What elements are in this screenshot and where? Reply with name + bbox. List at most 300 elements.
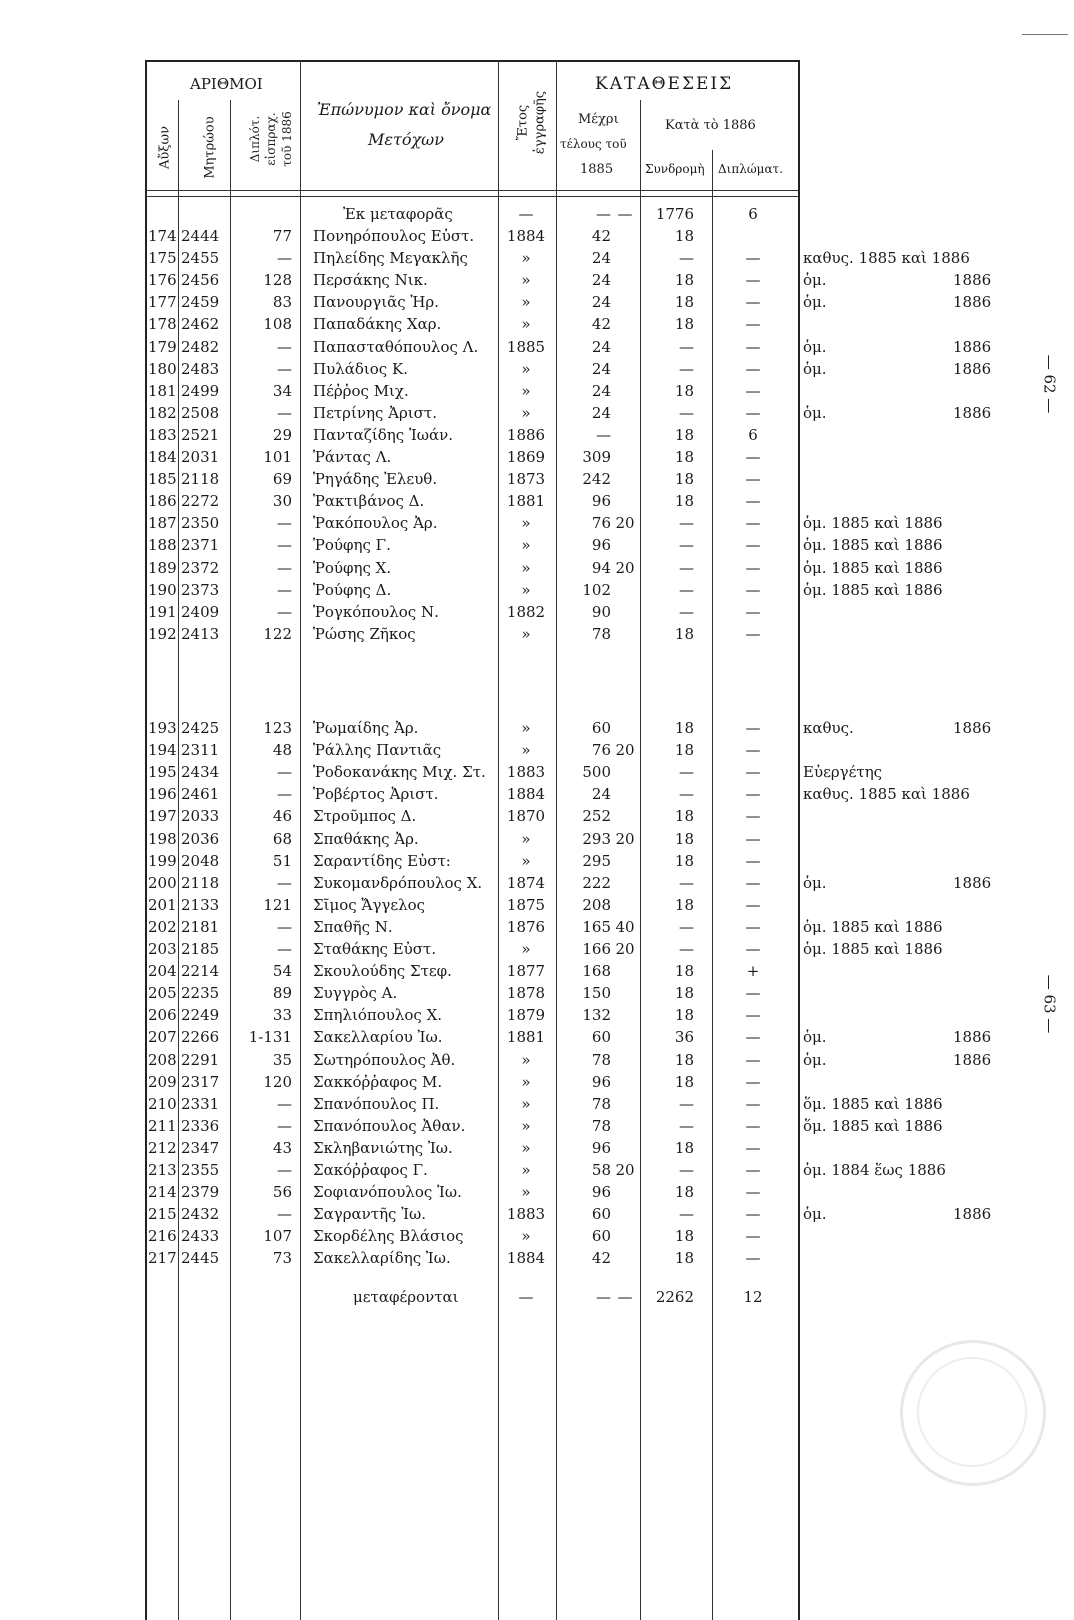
remark: ὁμ. [803,1205,827,1224]
registry-number: 2445 [181,1249,220,1268]
registration-year: 1883 [506,763,546,782]
diploma-receipt: 33 [272,1006,292,1025]
registration-year: » [521,1138,531,1157]
registration-year: » [521,381,531,400]
deposit-1885: 96 [591,1138,611,1157]
registry-number: 2311 [181,741,220,760]
header-name-2: Μετόχων [368,130,444,149]
shareholder-name: Σωτηρόπουλος Ἀθ. [313,1050,456,1069]
diplomas-1886: — [745,1006,761,1025]
deposit-1885: 76 [591,741,611,760]
row-number: 178 [148,315,177,334]
shareholder-name: Ῥογκόπουλος Ν. [313,602,439,621]
row-number: 198 [148,829,177,848]
diplomas-1886: 6 [748,425,758,444]
diplomas-1886: — [745,785,761,804]
row-number: 214 [148,1183,177,1202]
table-row [148,248,1008,270]
shareholder-name: Πηλείδης Μεγακλῆς [313,249,468,268]
diplomas-1886: — [745,829,761,848]
deposit-1885-fraction: 20 [615,741,635,760]
page-number-63: — 63 — [1040,974,1059,1034]
diploma-receipt: 128 [263,271,292,290]
shareholder-name: Πετρίνης Ἀριστ. [313,403,437,422]
deposit-1885: 293 [582,829,611,848]
remark-year: 1886 [953,873,992,892]
shareholder-name: Σκορδέλης Βλάσιος [313,1227,464,1246]
deposit-1885: 42 [591,1249,611,1268]
deposit-1885: 24 [591,249,611,268]
remark: ὁμ. 1885 καὶ 1886 [803,514,943,533]
row-number: 195 [148,763,177,782]
diplomas-1886: — [745,403,761,422]
table-row [148,292,1008,314]
remark: καθυς. 1885 καὶ 1886 [803,785,970,804]
corner-rule [1022,34,1068,35]
table-row [148,469,1008,491]
registration-year: » [521,293,531,312]
deposit-1885-fraction: 20 [615,829,635,848]
header-mitroou: Μητρώου [202,116,218,179]
registry-number: 2185 [181,940,220,958]
registration-year: » [521,624,531,643]
diplomas-1886: — [745,315,761,334]
table-row [148,1027,1008,1049]
deposit-1885: 60 [591,1028,611,1047]
shareholder-name: Ῥηγάδης Ἐλευθ. [313,470,438,489]
table-row [148,873,1008,895]
row-number: 202 [148,917,177,936]
table-row [148,491,1008,513]
diploma-receipt: — [277,873,292,892]
deposit-1885: 165 [582,917,611,936]
subscription-1886: 18 [674,271,694,290]
registry-number: 2459 [181,293,220,312]
registry-number: 2483 [181,359,220,378]
table-row [148,895,1008,917]
row-number: 207 [148,1028,177,1047]
registry-number: 2181 [181,917,220,936]
deposit-1885: 252 [582,807,611,826]
diplomas-1886: — [745,448,761,466]
deposit-1885-fraction: 20 [615,1161,635,1179]
registry-number: 2118 [181,873,220,892]
shareholder-name: Σπανόπουλος Π. [313,1094,440,1113]
deposit-1885: 78 [591,1116,611,1135]
subscription-1886: — [679,536,694,555]
diploma-receipt: — [277,580,292,599]
registry-number: 2331 [181,1094,220,1113]
remark: ὁμ. 1885 καὶ 1886 [803,558,943,577]
remark-year: 1886 [953,1050,992,1069]
row-number: 181 [148,381,177,400]
diploma-receipt: 34 [272,381,292,400]
deposit-1885: 96 [591,492,611,511]
library-stamp-icon [900,1340,1046,1486]
subscription-1886: 18 [674,293,694,312]
registry-number: 2456 [181,271,220,290]
deposit-1885: 242 [582,470,611,489]
table-row [148,314,1008,336]
table-row [148,961,1008,983]
row-number: 177 [148,293,177,312]
carry-out-dipl: 12 [743,1288,763,1306]
diplomas-1886: — [745,1072,761,1091]
shareholder-name: Παπασταθόπουλος Λ. [313,337,479,356]
row-number: 176 [148,271,177,290]
deposit-1885: 96 [591,536,611,555]
diplomas-1886: — [745,536,761,555]
diplomas-1886: — [745,807,761,826]
table-row [148,1160,1008,1182]
table-row [148,403,1008,425]
deposit-1885: 309 [582,448,611,466]
row-number: 182 [148,403,177,422]
row-number: 203 [148,940,177,958]
subscription-1886: — [679,602,694,621]
diplomas-1886: — [745,1161,761,1179]
diplomas-1886: — [745,763,761,782]
remark: ὁμ. [803,1028,827,1047]
diplomas-1886: — [745,558,761,577]
registry-number: 2373 [181,580,220,599]
table-row [148,535,1008,557]
diploma-receipt: 46 [272,807,292,826]
table-row [148,762,1008,784]
subscription-1886: 18 [674,1050,694,1069]
subscription-1886: — [679,359,694,378]
header-diplot-3: τοῦ 1886 [280,111,294,167]
subscription-1886: — [679,1205,694,1224]
shareholder-name: Παπαδάκης Χαρ. [313,315,442,334]
diploma-receipt: 108 [263,315,292,334]
shareholder-name: Σπαθάκης Ἀρ. [313,829,419,848]
subscription-1886: — [679,917,694,936]
row-number: 184 [148,448,177,466]
registration-year: » [521,741,531,760]
shareholder-name: Ῥωμαίδης Ἀρ. [313,719,419,737]
diploma-receipt: 30 [272,492,292,511]
shareholder-name: Στροῦμπος Δ. [313,807,417,826]
row-number: 213 [148,1161,177,1179]
shareholder-name: Ῥοβέρτος Ἀριστ. [313,785,439,804]
registration-year: » [521,580,531,599]
carry-in-syn: 1776 [655,205,694,223]
shareholder-name: Σακελλαρίου Ἰω. [313,1028,443,1047]
registry-number: 2482 [181,337,220,356]
deposit-1885: 150 [582,984,611,1003]
registration-year: 1873 [506,470,546,489]
subscription-1886: — [679,873,694,892]
shareholder-name: Σκουλούδης Στεφ. [313,962,452,981]
registration-year: » [521,1227,531,1246]
registry-number: 2409 [181,602,220,621]
diplomas-1886: — [745,895,761,914]
row-number: 188 [148,536,177,555]
registration-year: 1885 [506,337,546,356]
registry-number: 2462 [181,315,220,334]
remark: ὁμ. 1885 καὶ 1886 [803,917,943,936]
shareholder-name: Περσάκης Νικ. [313,271,428,290]
remark: Εὐεργέτης [803,763,883,782]
subscription-1886: — [679,1161,694,1179]
registry-number: 2455 [181,249,220,268]
subscription-1886: 18 [674,448,694,466]
registry-number: 2214 [181,962,220,981]
registry-number: 2379 [181,1183,220,1202]
header-katatheseis: ΚΑΤΑΘΕΣΕΙΣ [595,74,734,94]
subscription-1886: 18 [674,851,694,870]
diplomas-1886: — [745,741,761,760]
row-number: 186 [148,492,177,511]
table-row [148,337,1008,359]
diploma-receipt: 1-131 [248,1028,292,1047]
row-number: 185 [148,470,177,489]
remark: ὁμ. [803,403,827,422]
diplomas-1886: — [745,984,761,1003]
subscription-1886: — [679,514,694,533]
registration-year: » [521,1050,531,1069]
diploma-receipt: — [277,514,292,533]
shareholder-name: Συγγρὸς Α. [313,984,398,1003]
header-name-1: Ἐπώνυμον καὶ ὄνομα [317,100,492,119]
table-row [148,359,1008,381]
registry-number: 2413 [181,624,220,643]
diplomas-1886: — [745,1028,761,1047]
diplomas-1886: — [745,293,761,312]
diplomas-1886: — [745,1227,761,1246]
deposit-1885: 42 [591,315,611,334]
row-number: 187 [148,514,177,533]
carry-in-dipl: 6 [748,205,758,223]
registry-number: 2372 [181,558,220,577]
diploma-receipt: 101 [263,448,292,466]
header-syndromi: Συνδρομὴ [645,162,705,176]
subscription-1886: — [679,940,694,958]
deposit-1885: 222 [582,873,611,892]
row-number: 193 [148,719,177,737]
shareholder-name: Πανταζίδης Ἰωάν. [313,425,454,444]
remark: ὁμ. [803,359,827,378]
registry-number: 2461 [181,785,220,804]
deposit-1885: 60 [591,1227,611,1246]
subscription-1886: — [679,558,694,577]
table-row [148,1005,1008,1027]
registry-number: 2336 [181,1116,220,1135]
row-number: 179 [148,337,177,356]
remark: ὁμ. [803,293,827,312]
remark: ὁμ. 1885 καὶ 1886 [803,940,943,958]
registration-year: » [521,1116,531,1135]
registration-year: » [521,249,531,268]
diplomas-1886: — [745,1050,761,1069]
registration-year: 1877 [506,962,546,981]
diploma-receipt: — [277,403,292,422]
diploma-receipt: — [277,917,292,936]
diplomas-1886: — [745,1205,761,1224]
registry-number: 2291 [181,1050,220,1069]
diploma-receipt: 43 [272,1138,292,1157]
deposit-1885: 102 [582,580,611,599]
table-row [148,270,1008,292]
deposit-1885: 42 [591,227,611,245]
shareholder-name: Πέῤῥος Μιχ. [313,381,409,400]
diploma-receipt: — [277,763,292,782]
registry-number: 2434 [181,763,220,782]
diploma-receipt: 89 [272,984,292,1003]
table-row [148,513,1008,535]
diplomas-1886: — [745,1138,761,1157]
registration-year: 1884 [506,785,546,804]
subscription-1886: 18 [674,227,694,245]
header-etos-2: ἐγγραφῆς [532,90,548,155]
subscription-1886: 18 [674,1249,694,1268]
header-mexri-1: Μέχρι [578,112,619,127]
registry-number: 2355 [181,1161,220,1179]
registry-number: 2521 [181,425,220,444]
registration-year: 1882 [506,602,546,621]
row-number: 175 [148,249,177,268]
registration-year: » [521,1094,531,1113]
table-row [148,851,1008,873]
table-row [148,718,1008,740]
table-row [148,381,1008,403]
registry-number: 2036 [181,829,220,848]
registry-number: 2266 [181,1028,220,1047]
carry-out-dep2: — [617,1288,633,1306]
registration-year: » [521,514,531,533]
diplomas-1886: — [745,719,761,737]
subscription-1886: 18 [674,807,694,826]
table-row [148,1072,1008,1094]
deposit-1885: 132 [582,1006,611,1025]
diplomas-1886: — [745,1094,761,1113]
diplomas-1886: — [745,873,761,892]
row-number: 205 [148,984,177,1003]
subscription-1886: 18 [674,719,694,737]
deposit-1885: 78 [591,1094,611,1113]
shareholder-name: Σαραντίδης Εὐστ: [313,851,451,870]
table-row [148,226,1008,248]
row-number: 192 [148,624,177,643]
shareholder-name: Ῥάντας Λ. [313,448,392,466]
row-number: 190 [148,580,177,599]
registration-year: 1884 [506,1249,546,1268]
diploma-receipt: 121 [263,895,292,914]
row-number: 183 [148,425,177,444]
shareholder-name: Πυλάδιος Κ. [313,359,408,378]
subscription-1886: 18 [674,1072,694,1091]
registry-number: 2350 [181,514,220,533]
row-number: 196 [148,785,177,804]
shareholder-name: Σοφιανόπουλος Ἰω. [313,1183,462,1202]
diploma-receipt: 107 [263,1227,292,1246]
header-mexri-2: τέλους τοῦ [560,137,627,151]
subscription-1886: — [679,1116,694,1135]
diplomas-1886: — [745,624,761,643]
subscription-1886: 18 [674,895,694,914]
row-number: 211 [148,1116,177,1135]
subscription-1886: — [679,763,694,782]
registration-year: » [521,536,531,555]
diplomas-1886: — [745,602,761,621]
row-number: 216 [148,1227,177,1246]
table-row [148,1248,1008,1270]
header-auxon: Αὔξων [157,126,173,169]
remark-year: 1886 [953,719,992,737]
shareholder-name: Σταθάκης Εὐστ. [313,940,437,958]
subscription-1886: — [679,337,694,356]
row-number: 209 [148,1072,177,1091]
subscription-1886: 18 [674,829,694,848]
registry-number: 2031 [181,448,220,466]
shareholder-name: Σακελλαρίδης Ἰω. [313,1249,451,1268]
carry-out-year: — [518,1288,534,1306]
table-row [148,624,1008,646]
deposit-1885: 24 [591,785,611,804]
shareholder-name: Ῥώσης Ζῆκος [313,624,416,643]
remark: καθυς. 1885 καὶ 1886 [803,249,970,268]
diploma-receipt: — [277,536,292,555]
remark: ὁμ. 1884 ἕως 1886 [803,1161,946,1179]
registration-year: 1876 [506,917,546,936]
registry-number: 2272 [181,492,220,511]
row-number: 212 [148,1138,177,1157]
diploma-receipt: — [277,558,292,577]
registry-number: 2425 [181,719,220,737]
table-row [148,939,1008,961]
registration-year: » [521,558,531,577]
diploma-receipt: 48 [272,741,292,760]
registration-year: » [521,315,531,334]
registry-number: 2508 [181,403,220,422]
deposit-1885: 60 [591,719,611,737]
shareholder-name: Σπανόπουλος Ἀθαν. [313,1116,466,1135]
remark-year: 1886 [953,1205,992,1224]
registration-year: » [521,271,531,290]
header-mexri-3: 1885 [580,162,614,177]
shareholder-name: Σῖμος Ἄγγελος [313,895,426,914]
deposit-1885: 90 [591,602,611,621]
diplomas-1886: — [745,580,761,599]
subscription-1886: — [679,1094,694,1113]
shareholder-name: Ῥακόπουλος Ἀρ. [313,514,438,533]
registration-year: 1875 [506,895,546,914]
row-number: 191 [148,602,177,621]
header-rule [145,196,800,197]
registry-number: 2118 [181,470,220,489]
shareholder-name: Ῥάλλης Παντιᾶς [313,741,442,760]
table-row [148,784,1008,806]
registration-year: » [521,851,531,870]
diploma-receipt: 68 [272,829,292,848]
diploma-receipt: 122 [263,624,292,643]
deposit-1885-fraction: 20 [615,940,635,958]
shareholder-name: Σακκόῤῥαφος Μ. [313,1072,443,1091]
subscription-1886: — [679,785,694,804]
table-row [148,602,1008,624]
deposit-1885: 96 [591,1072,611,1091]
registration-year: 1886 [506,425,546,444]
registration-year: » [521,403,531,422]
subscription-1886: 18 [674,1227,694,1246]
subscription-1886: 18 [674,425,694,444]
subscription-1886: — [679,580,694,599]
subscription-1886: 18 [674,315,694,334]
registration-year: » [521,359,531,378]
remark: ὁμ. [803,1050,827,1069]
carry-out-dep: — [596,1288,611,1306]
